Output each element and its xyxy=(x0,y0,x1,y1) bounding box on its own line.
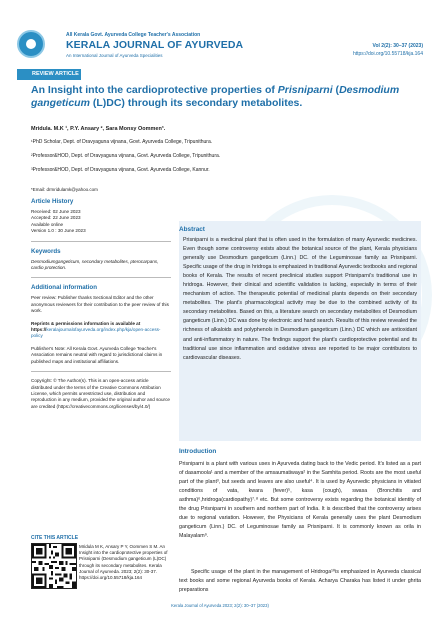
qr-code-icon[interactable] xyxy=(31,543,77,589)
association-name: All Kerala Govt. Ayurveda College Teacher's Association xyxy=(66,32,201,38)
introduction-paragraph-2: Specific usage of the plant in the management of Hridroga¹⁰is emphasized in Ayurveda classical text books and some regional Ayurveda books of Kerala. Acharya Charaka has listed it under ghrita preparations xyxy=(179,569,421,594)
divider xyxy=(31,371,171,372)
divider xyxy=(31,277,171,278)
article-type-tag: REVIEW ARTICLE xyxy=(17,69,81,80)
cite-heading: CITE THIS ARTICLE xyxy=(31,535,79,541)
reprints-info: Reprints & permissions information is available at https://keralajournalofayurveda.org/index.php/kja/open-access-policy xyxy=(31,320,161,339)
abstract-text: Prisniparni is a medicinal plant that is often used in the formulation of many Ayurvedic medicines. Even though some controversy exists about the botanical source of the plant, Kerala physicians generally use Desmodium gangeticum (Linn.) DC. of the Leguminosae family as Prisniparni. Specific usage of the drug in hridroga is emphasized in traditional Ayurvedic textbooks and regional books of Kerala. The results of recent preclinical studies support Prisniparni's traditional use in hridroga. However, their clinical and scientific validation is lacking, especially in terms of their mechanism of action. The therapeutic potential of medicinal plants depends on their secondary metabolites. The plant's pharmacological activity may be due to the combined activity of its secondary metabolites. Based on this, a literature search on secondary metabolites of Desmodium gangeticum (Linn.) DC was done by electronic and hand search. Results of this review revealed the richness of alkaloids and polyphenols in Desmodium gangeticum (Linn.) DC which are antioxidant and anti-inflammatory in nature. The findings support the plant's cardioprotective potential and its traditional use since inflammation and oxidative stress are reported to be major contributors to cardiovascular diseases. xyxy=(183,237,417,361)
accepted-date: Accepted: 22 June 2023 xyxy=(31,215,81,221)
article-sidebar xyxy=(31,198,171,410)
author-list: Mridula. M.K ¹, P.Y. Ansary ², Sara Monsy Oommen³. xyxy=(31,126,166,132)
affiliation-2: ²Professor&HOD, Dept. of Dravyaguna vijnana, Govt. Ayurveda College, Tripunithura. xyxy=(31,153,221,159)
affiliation-1: ¹PhD Scholar, Dept. of Dravyaguna vijnana, Govt. Ayurveda College, Tripunithura. xyxy=(31,139,213,145)
reprints-link[interactable]: keralajournalofayurveda.org/index.php/kja/open-access-policy xyxy=(31,327,161,339)
journal-logo xyxy=(17,30,45,58)
introduction-paragraph-1: Prisniparni is a plant with various uses in Ayurveda dating back to the Vedic period. It's listed as a part of dasamoola¹ and a member of the amsaumatiwaya² in the Samhita period. Roots are the most useful part of the plant³, but seeds and leaves are also useful⁴. It is used by Ayurvedic physicians in vitiated conditions of vata, kwara (fever)⁵, kasa (cough), swasa (Bronchitis and asthma)⁶,hridroga(cardiopathy)⁷˒⁸ etc. But some controversy exists regarding the botanical identity of the drug Prisniparni in southern and northern part of India. It is described that the controversy arises due to regional variation. However, the Physicians of Kerala generally uses the plant Desmodium gangeticum (Linn.) DC. of Leguminosae family as Prisniparni. It is commonly known as orila in Malayalam⁹. xyxy=(179,461,421,540)
keywords-list: Desmodiumgangeticum, secondary metabolites, pterocarpans, cardio protection. xyxy=(31,258,159,271)
corresponding-email[interactable]: *Email: drmridulamk@yahoo.com xyxy=(31,187,98,192)
keywords-heading: Keywords xyxy=(31,247,61,255)
introduction-heading: Introduction xyxy=(179,448,217,455)
journal-tagline: An International Journal of Ayurveda Specialities xyxy=(66,53,163,58)
copyright-notice: Copyright: © The Author(s). This is an open-access article distributed under the terms of the Creative Commons Attribution License, which permits unrestricted use, distribution and reproduction in any medium, provided the original author and source are credited (https://creativecommons.org/licenses/by/4.0/) xyxy=(31,378,170,409)
received-date: Received: 02 June 2023 xyxy=(31,209,81,214)
additional-info-heading: Additional information xyxy=(31,284,97,292)
citation-text: Mridula M K, Ansary P Y, Oommen S M. An Insight into the cardioprotective properties of Prisniparni (Desmodium gangeticum (L)DC) through its secondary metabolites. Kerala Journal of Ayurveda. 2023; 2(2): 30-37. https://doi.org/10.55718/kja.164 xyxy=(79,544,168,581)
page-footer: Kerala Journal of Ayurveda 2023; 2(2): 30–37 (2023) xyxy=(171,603,269,608)
divider xyxy=(31,241,171,242)
journal-name: KERALA JOURNAL OF AYURVEDA xyxy=(66,39,244,51)
history-heading: Article History xyxy=(31,198,74,205)
affiliation-3: ³Professor&HOD, Dept. of Dravyaguna vijnana, Govt. Ayurveda College, Kannur. xyxy=(31,167,210,173)
article-title: An Insight into the cardioprotective properties of Prisniparni (Desmodium gangeticum (L)DC) through its secondary metabolites. xyxy=(31,84,400,109)
doi-link[interactable]: https://doi.org/10.55718/kja.164 xyxy=(352,51,423,57)
version-info: Version 1.0 : 30 June 2023 xyxy=(31,228,86,234)
publisher-note: Publisher's Note: All Kerala Govt. Ayurveda College Teacher's Association remains neutral with regard to jurisdictional claims in published maps and institutional affiliations. xyxy=(31,345,163,364)
available-online: Available online xyxy=(31,221,64,227)
journal-header xyxy=(0,0,440,66)
volume-info: Vol 2(2): 30–37 (2023) xyxy=(372,43,423,49)
peer-review-note: Peer review: Publisher thanks Sectional Editor and the other anonymous reviewers for their contribution to the peer review of this work. xyxy=(31,295,169,314)
abstract-heading: Abstract xyxy=(179,226,205,233)
